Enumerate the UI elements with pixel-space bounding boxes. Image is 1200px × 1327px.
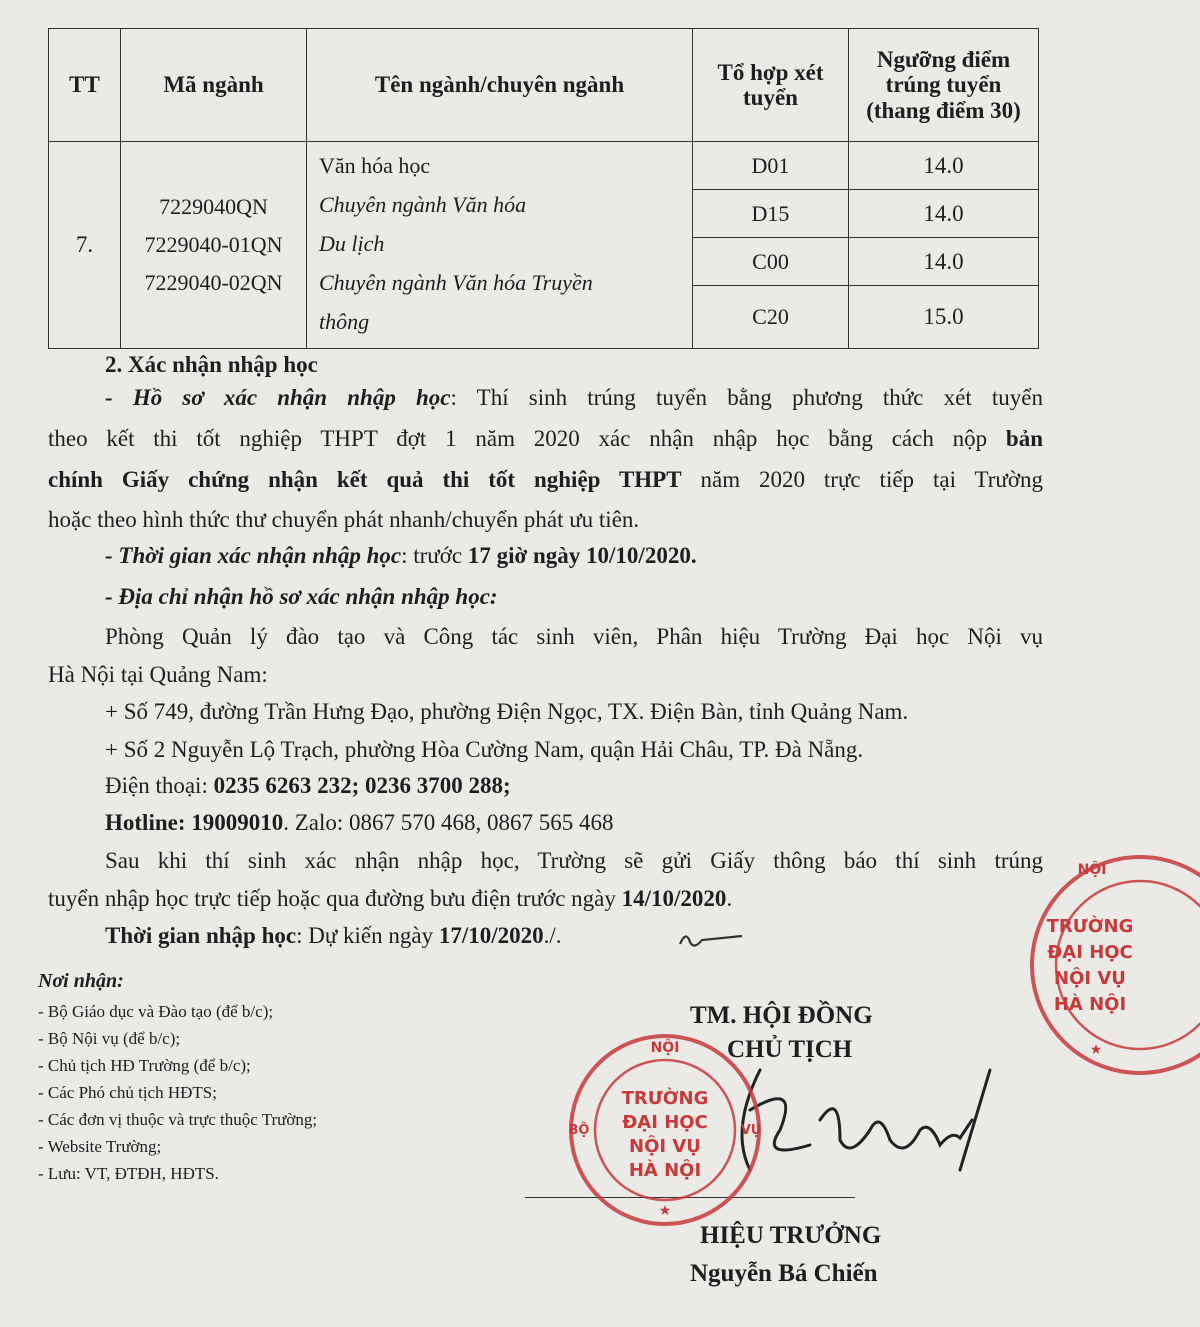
stamp-line: ĐẠI HỌC <box>1047 942 1133 963</box>
initial-scribble <box>672 920 752 960</box>
dossier-text: theo kết thi tốt nghiệp THPT đợt 1 năm 2020 xác nhận nhập học bằng cách nộp <box>48 426 988 451</box>
stamp-top-text: NỘI <box>650 1040 680 1056</box>
enroll-end: ./. <box>543 923 562 948</box>
section-heading: 2. Xác nhận nhập học <box>105 352 318 377</box>
dossier-label: - Hồ sơ xác nhận nhập học <box>105 385 451 410</box>
stamp-star-icon: ★ <box>658 1203 672 1219</box>
paragraph-line <box>48 424 1043 454</box>
score-cell: 14.0 <box>849 142 1039 190</box>
signature-title: HIỆU TRƯỞNG <box>700 1222 882 1249</box>
major-code: 7229040-01QN <box>144 232 283 257</box>
header-combo <box>693 29 849 142</box>
dossier-text: năm 2020 trực tiếp tại Trường <box>700 467 1043 492</box>
paragraph-line: hoặc theo hình thức thư chuyển phát nhanh/chuyển phát ưu tiên. <box>48 507 640 532</box>
time-text: : trước <box>401 543 463 568</box>
recipient-item: - Lưu: VT, ĐTĐH, HĐTS. <box>38 1164 219 1183</box>
recipient-item: - Chủ tịch HĐ Trường (để b/c); <box>38 1056 251 1075</box>
stamp-star-icon: ★ <box>1089 1042 1103 1058</box>
time-value: 17 giờ ngày 10/10/2020. <box>467 543 697 568</box>
stamp-line: TRƯỜNG <box>1046 916 1134 937</box>
combo-cell: C00 <box>693 238 849 286</box>
major-codes <box>121 142 307 349</box>
admission-table <box>48 28 1039 349</box>
stamp-line: HÀ NỘI <box>628 1160 702 1181</box>
header-score-line2: trúng tuyển <box>885 72 1002 98</box>
zalo-text: . Zalo: 0867 570 468, 0867 565 468 <box>283 810 614 835</box>
header-name: Tên ngành/chuyên ngành <box>307 29 693 142</box>
address-item: + Số 2 Nguyễn Lộ Trạch, phường Hòa Cường Nam, quận Hải Châu, TP. Đà Nẵng. <box>105 737 864 762</box>
stamp-line: NỘI VỤ <box>1054 968 1126 989</box>
signature-org: TM. HỘI ĐỒNG <box>690 1002 873 1029</box>
stamp-line: ĐẠI HỌC <box>622 1112 708 1133</box>
time-label: - Thời gian xác nhận nhập học <box>105 543 402 568</box>
address-intro-cont: Hà Nội tại Quảng Nam: <box>48 662 268 687</box>
stamp-line: TRƯỜNG <box>621 1088 709 1109</box>
specialization-line: thông <box>319 309 370 334</box>
header-combo-line2: tuyển <box>743 85 798 110</box>
specialization-line: Du lịch <box>319 231 385 256</box>
header-code: Mã ngành <box>121 29 307 142</box>
paragraph-line <box>48 465 1043 495</box>
header-combo-line1: Tổ hợp xét <box>717 59 824 85</box>
specialization-line: Chuyên ngành Văn hóa Truyền <box>319 270 593 295</box>
stamp-line: HÀ NỘI <box>1053 994 1127 1015</box>
address-item: + Số 749, đường Trần Hưng Đạo, phường Điện Ngọc, TX. Điện Bàn, tỉnh Quảng Nam. <box>105 699 909 724</box>
enroll-text: : Dự kiến ngày <box>296 923 434 948</box>
notice-end: . <box>726 886 733 911</box>
stamp-right-text: VỤ <box>740 1123 762 1138</box>
combo-cell: D01 <box>693 142 849 190</box>
major-code: 7229040QN <box>159 194 268 219</box>
score-cell: 14.0 <box>849 238 1039 286</box>
table-row <box>49 142 1039 190</box>
combo-cell: D15 <box>693 190 849 238</box>
major-name-line: Văn hóa học <box>319 153 431 178</box>
signature-role: CHỦ TỊCH <box>727 1036 853 1063</box>
notice-line <box>48 884 732 914</box>
signature-name: Nguyễn Bá Chiến <box>690 1260 878 1287</box>
phone-line <box>105 771 511 801</box>
phone-label: Điện thoại: <box>105 773 208 798</box>
dossier-bold: bản <box>1005 426 1044 451</box>
recipient-item: - Các Phó chủ tịch HĐTS; <box>38 1083 217 1102</box>
enroll-date: 17/10/2020 <box>438 923 544 948</box>
stamp-left-text: BỘ <box>568 1123 590 1138</box>
official-stamp <box>565 1030 765 1230</box>
notice-date: 14/10/2020 <box>621 886 727 911</box>
stamp-top-text: NỘI <box>1077 862 1107 878</box>
paragraph-line <box>105 383 1043 413</box>
notice-line: Sau khi thí sinh xác nhận nhập học, Trường sẽ gửi Giấy thông báo thí sinh trúng <box>105 848 1043 873</box>
recipients-title: Nơi nhận: <box>38 970 124 992</box>
partial-stamp <box>1030 840 1200 1100</box>
stamp-line: NỘI VỤ <box>629 1136 701 1157</box>
hotline-label: Hotline: 19009010 <box>105 810 284 835</box>
time-line <box>105 541 697 571</box>
notice-text: tuyển nhập học trực tiếp hoặc qua đường bưu điện trước ngày <box>48 886 616 911</box>
major-code: 7229040-02QN <box>144 270 283 295</box>
header-score-line3: (thang điểm 30) <box>866 97 1021 123</box>
score-cell: 14.0 <box>849 190 1039 238</box>
recipient-item: - Các đơn vị thuộc và trực thuộc Trường; <box>38 1110 318 1129</box>
hotline-line <box>105 808 614 838</box>
table-header-row <box>49 29 1039 142</box>
address-label: - Địa chỉ nhận hồ sơ xác nhận nhập học: <box>105 584 498 609</box>
row-number: 7. <box>49 142 121 349</box>
recipient-item: - Website Trường; <box>38 1137 162 1156</box>
recipient-item: - Bộ Giáo dục và Đào tạo (để b/c); <box>38 1002 274 1021</box>
header-score-line1: Ngưỡng điểm <box>876 47 1011 73</box>
dossier-text: : Thí sinh trúng tuyển bằng phương thức xét tuyển <box>450 385 1043 410</box>
header-tt: TT <box>49 29 121 142</box>
major-name <box>307 142 693 349</box>
specialization-line: Chuyên ngành Văn hóa <box>319 192 527 217</box>
combo-cell: C20 <box>693 286 849 349</box>
enroll-label: Thời gian nhập học <box>105 923 297 948</box>
recipient-item: - Bộ Nội vụ (để b/c); <box>38 1029 181 1048</box>
header-score <box>849 29 1039 142</box>
address-intro: Phòng Quản lý đào tạo và Công tác sinh viên, Phân hiệu Trường Đại học Nội vụ <box>105 624 1043 649</box>
score-cell: 15.0 <box>849 286 1039 349</box>
phone-value: 0235 6263 232; 0236 3700 288; <box>213 773 511 798</box>
dossier-bold: chính Giấy chứng nhận kết quả thi tốt nghiệp THPT <box>48 467 682 492</box>
enroll-line <box>105 921 562 951</box>
